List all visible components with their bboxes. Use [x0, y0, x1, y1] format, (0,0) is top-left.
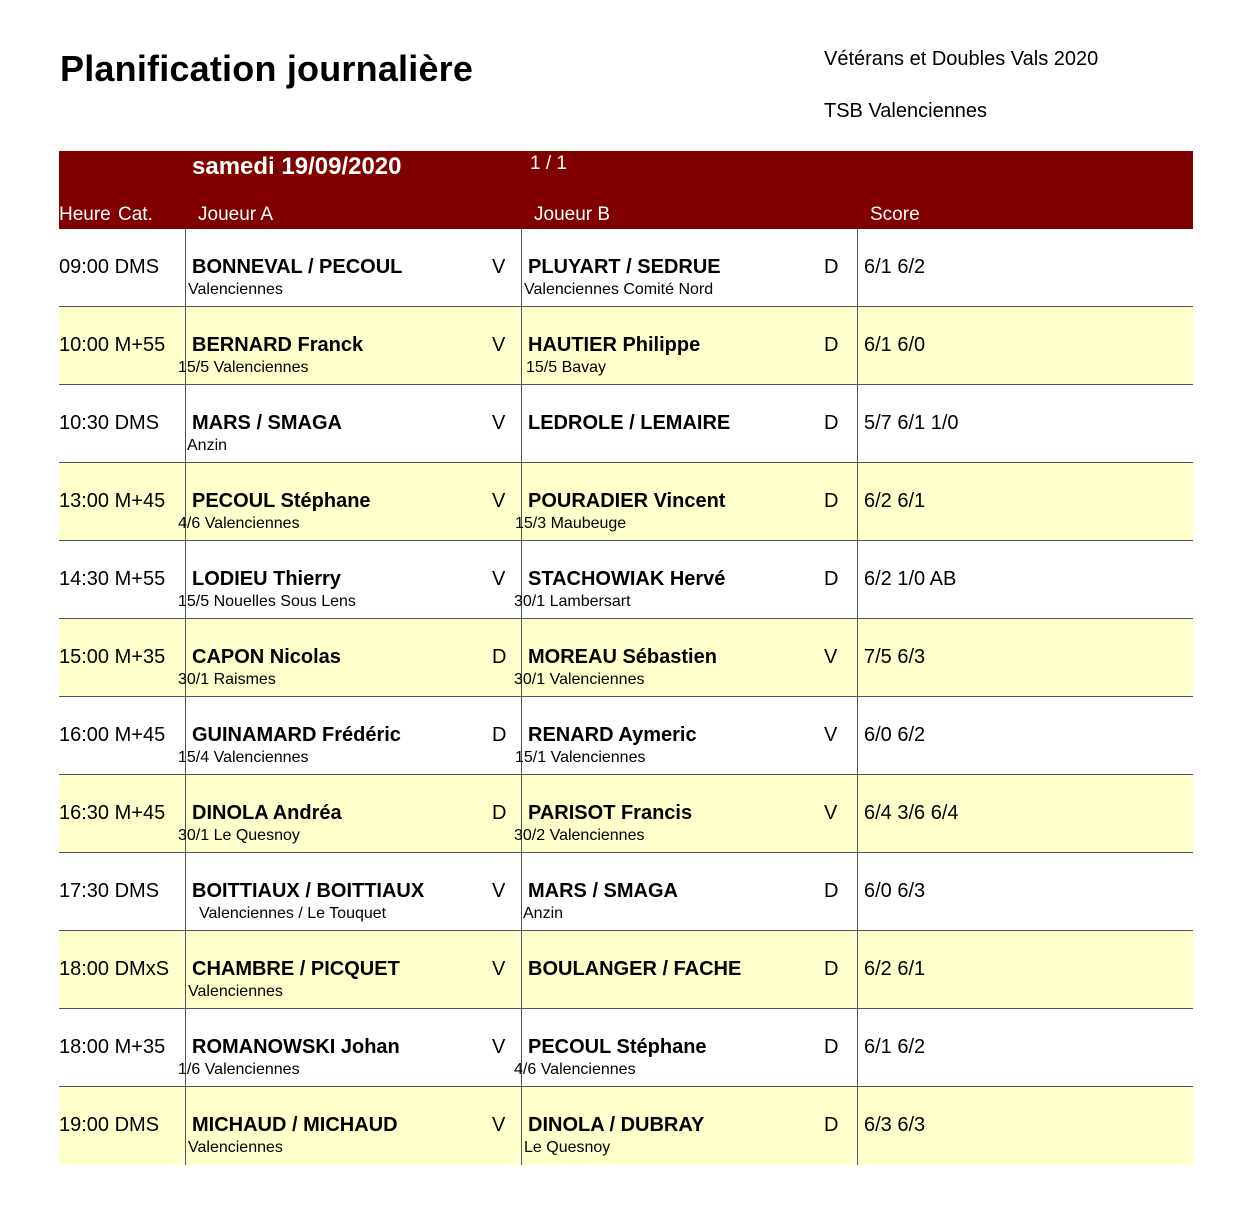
- match-time: 10:30 DMS: [59, 412, 160, 434]
- page-indicator: 1 / 1: [530, 153, 567, 174]
- player-a-name: MICHAUD / MICHAUD: [192, 1114, 398, 1136]
- match-time: 16:00 M+45: [59, 724, 166, 746]
- column-divider: [185, 931, 186, 1008]
- player-b-name: PLUYART / SEDRUE: [528, 256, 721, 278]
- player-b-name: MARS / SMAGA: [528, 880, 678, 902]
- table-row: [59, 1087, 1193, 1165]
- player-a-result: D: [492, 802, 507, 824]
- event-name: Vétérans et Doubles Vals 2020: [824, 48, 1099, 70]
- column-divider: [521, 1087, 522, 1165]
- player-a-details: 15/5 Nouelles Sous Lens: [178, 593, 356, 610]
- player-b-result: V: [824, 646, 838, 668]
- table-row: [59, 775, 1193, 853]
- match-time: 13:00 M+45: [59, 490, 166, 512]
- column-divider: [857, 1087, 858, 1165]
- column-divider: [857, 229, 858, 306]
- player-b-name: PECOUL Stéphane: [528, 1036, 707, 1058]
- match-score: 6/2 6/1: [864, 958, 926, 980]
- player-a-result: V: [492, 490, 506, 512]
- player-a-result: V: [492, 880, 506, 902]
- player-b-name: DINOLA / DUBRAY: [528, 1114, 705, 1136]
- player-b-result: D: [824, 1036, 839, 1058]
- player-b-name: MOREAU Sébastien: [528, 646, 717, 668]
- page-title: Planification journalière: [60, 48, 474, 89]
- column-divider: [521, 385, 522, 462]
- player-b-details: 15/3 Maubeuge: [515, 515, 627, 532]
- column-divider: [521, 307, 522, 384]
- table-row: [59, 541, 1193, 619]
- match-time: 18:00 DMxS: [59, 958, 170, 980]
- column-divider: [185, 385, 186, 462]
- column-divider: [857, 541, 858, 618]
- player-b-name: HAUTIER Philippe: [528, 334, 701, 356]
- player-b-name: LEDROLE / LEMAIRE: [528, 412, 731, 434]
- match-score: 6/2 1/0 AB: [864, 568, 957, 590]
- player-a-details: 4/6 Valenciennes: [178, 515, 300, 532]
- player-b-result: V: [824, 724, 838, 746]
- player-a-name: BONNEVAL / PECOUL: [192, 256, 403, 278]
- player-b-name: PARISOT Francis: [528, 802, 693, 824]
- table-row: [59, 619, 1193, 697]
- player-b-details: 30/1 Valenciennes: [514, 671, 645, 688]
- match-time: 18:00 M+35: [59, 1036, 166, 1058]
- column-divider: [857, 463, 858, 540]
- player-a-name: ROMANOWSKI Johan: [192, 1036, 400, 1058]
- column-divider: [185, 229, 186, 306]
- player-a-details: Valenciennes: [188, 1139, 283, 1156]
- table-row: [59, 697, 1193, 775]
- player-a-result: V: [492, 1036, 506, 1058]
- player-a-result: V: [492, 568, 506, 590]
- player-a-details: Valenciennes: [188, 281, 283, 298]
- match-table: [59, 229, 1193, 1165]
- player-b-result: D: [824, 412, 839, 434]
- player-b-result: D: [824, 958, 839, 980]
- match-score: 7/5 6/3: [864, 646, 926, 668]
- player-a-name: DINOLA Andréa: [192, 802, 342, 824]
- player-b-name: BOULANGER / FACHE: [528, 958, 742, 980]
- player-b-result: D: [824, 334, 839, 356]
- match-time: 10:00 M+55: [59, 334, 166, 356]
- column-divider: [185, 1087, 186, 1165]
- column-divider: [521, 229, 522, 306]
- player-a-details: 15/5 Valenciennes: [178, 359, 309, 376]
- player-b-result: V: [824, 802, 838, 824]
- player-a-result: V: [492, 1114, 506, 1136]
- column-divider: [857, 385, 858, 462]
- player-a-name: MARS / SMAGA: [192, 412, 342, 434]
- player-a-name: BOITTIAUX / BOITTIAUX: [192, 880, 425, 902]
- match-time: 17:30 DMS: [59, 880, 160, 902]
- table-row: [59, 307, 1193, 385]
- column-divider: [857, 697, 858, 774]
- player-b-result: D: [824, 1114, 839, 1136]
- player-b-details: Anzin: [523, 905, 564, 922]
- player-b-details: 30/2 Valenciennes: [514, 827, 645, 844]
- player-b-name: STACHOWIAK Hervé: [528, 568, 726, 590]
- player-b-details: 15/5 Bavay: [526, 359, 607, 376]
- column-header-cat: Cat.: [118, 204, 153, 225]
- match-score: 6/1 6/2: [864, 1036, 926, 1058]
- column-divider: [857, 1009, 858, 1086]
- match-score: 6/2 6/1: [864, 490, 926, 512]
- player-a-result: V: [492, 958, 506, 980]
- table-row: [59, 853, 1193, 931]
- column-divider: [185, 853, 186, 930]
- player-a-details: 30/1 Raismes: [178, 671, 276, 688]
- player-b-details: 15/1 Valenciennes: [515, 749, 646, 766]
- player-a-details: 15/4 Valenciennes: [178, 749, 309, 766]
- match-score: 5/7 6/1 1/0: [864, 412, 959, 434]
- player-b-result: D: [824, 568, 839, 590]
- column-header-heure: Heure: [59, 204, 111, 225]
- match-time: 15:00 M+35: [59, 646, 166, 668]
- player-a-result: D: [492, 724, 507, 746]
- match-score: 6/1 6/2: [864, 256, 926, 278]
- player-b-details: Le Quesnoy: [524, 1139, 611, 1156]
- column-divider: [521, 853, 522, 930]
- player-a-result: V: [492, 334, 506, 356]
- table-row: [59, 229, 1193, 307]
- player-a-details: 1/6 Valenciennes: [178, 1061, 300, 1078]
- player-a-details: Valenciennes: [188, 983, 283, 1000]
- schedule-date: samedi 19/09/2020: [192, 153, 402, 180]
- player-a-name: CHAMBRE / PICQUET: [192, 958, 400, 980]
- match-score: 6/1 6/0: [864, 334, 926, 356]
- table-header: [59, 151, 1193, 229]
- player-a-name: GUINAMARD Frédéric: [192, 724, 401, 746]
- player-a-result: V: [492, 412, 506, 434]
- player-b-result: D: [824, 880, 839, 902]
- player-b-name: RENARD Aymeric: [528, 724, 697, 746]
- column-header-score: Score: [870, 204, 920, 225]
- match-time: 09:00 DMS: [59, 256, 160, 278]
- club-name: TSB Valenciennes: [824, 100, 988, 122]
- table-row: [59, 931, 1193, 1009]
- player-b-details: 30/1 Lambersart: [514, 593, 631, 610]
- player-b-result: D: [824, 256, 839, 278]
- player-a-name: CAPON Nicolas: [192, 646, 341, 668]
- match-time: 14:30 M+55: [59, 568, 166, 590]
- player-a-result: V: [492, 256, 506, 278]
- column-header-joueur-b: Joueur B: [534, 204, 611, 225]
- player-b-details: 4/6 Valenciennes: [514, 1061, 636, 1078]
- match-time: 16:30 M+45: [59, 802, 166, 824]
- column-divider: [857, 775, 858, 852]
- player-a-details: 30/1 Le Quesnoy: [178, 827, 300, 844]
- column-header-joueur-a: Joueur A: [198, 204, 273, 225]
- table-row: [59, 385, 1193, 463]
- column-divider: [857, 853, 858, 930]
- match-time: 19:00 DMS: [59, 1114, 160, 1136]
- column-divider: [857, 307, 858, 384]
- match-score: 6/0 6/2: [864, 724, 926, 746]
- player-a-name: PECOUL Stéphane: [192, 490, 371, 512]
- match-score: 6/0 6/3: [864, 880, 926, 902]
- player-b-result: D: [824, 490, 839, 512]
- player-a-details: Anzin: [187, 437, 228, 454]
- player-a-name: BERNARD Franck: [192, 334, 364, 356]
- player-b-name: POURADIER Vincent: [528, 490, 726, 512]
- column-divider: [857, 619, 858, 696]
- match-score: 6/3 6/3: [864, 1114, 926, 1136]
- player-a-details: Valenciennes / Le Touquet: [199, 905, 387, 922]
- table-row: [59, 1009, 1193, 1087]
- table-row: [59, 463, 1193, 541]
- player-a-result: D: [492, 646, 507, 668]
- player-a-name: LODIEU Thierry: [192, 568, 341, 590]
- column-divider: [857, 931, 858, 1008]
- player-b-details: Valenciennes Comité Nord: [524, 281, 714, 298]
- match-score: 6/4 3/6 6/4: [864, 802, 959, 824]
- column-divider: [521, 931, 522, 1008]
